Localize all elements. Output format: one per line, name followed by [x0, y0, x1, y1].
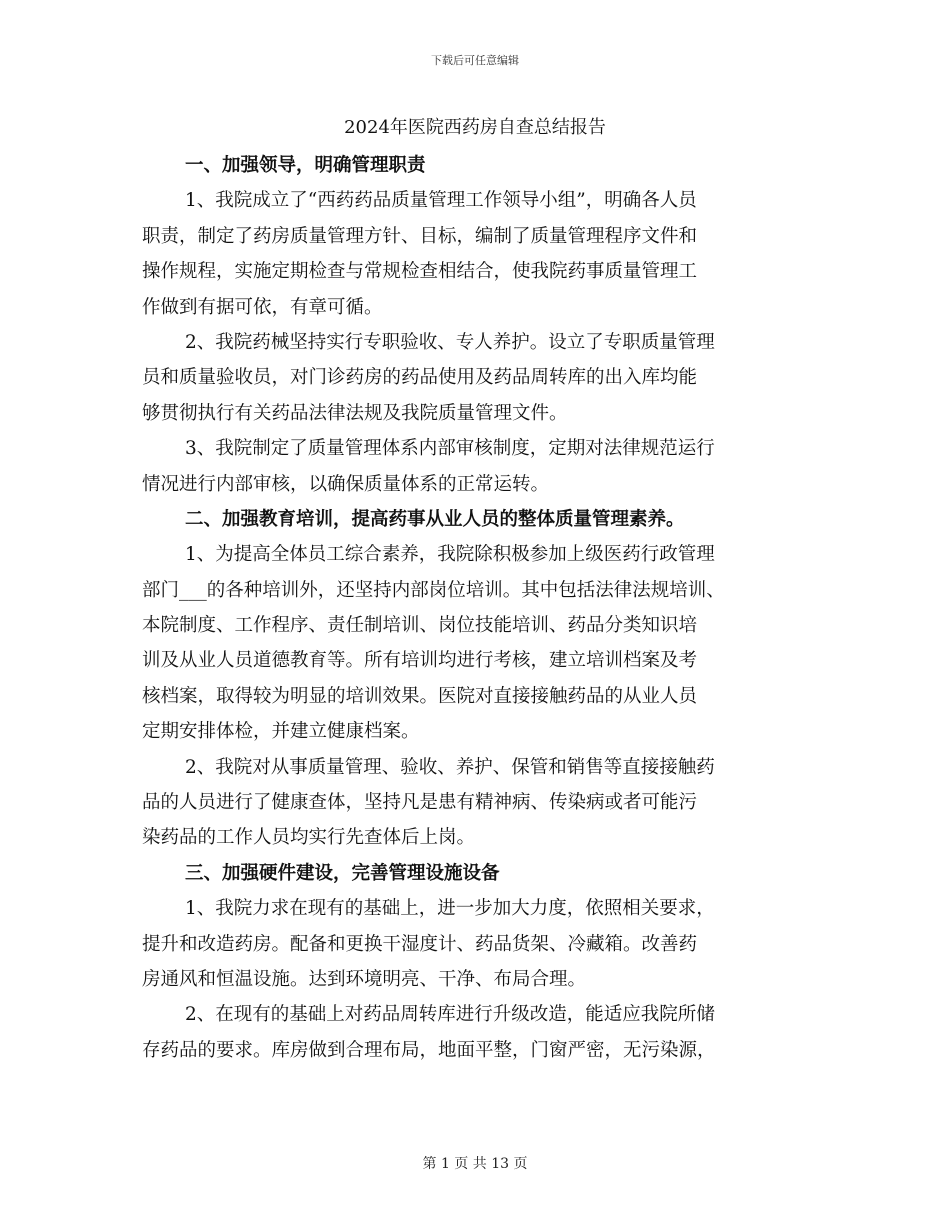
header-note: 下载后可任意编辑 [431, 54, 519, 67]
body-line: 操作规程，实施定期检查与常规检查相结合，使我院药事质量管理工 [142, 261, 698, 283]
section-heading: 三、加强硬件建设，完善管理设施设备 [185, 862, 500, 884]
document-body [142, 148, 814, 1068]
body-line: 训及从业人员道德教育等。所有培训均进行考核，建立培训档案及考 [142, 650, 698, 672]
body-line: 1、我院成立了“西药药品质量管理工作领导小组”，明确各人员 [185, 190, 697, 212]
body-line: 提升和改造药房。配备和更换干湿度计、药品货架、冷藏箱。改善药 [142, 933, 698, 955]
section-heading: 一、加强领导，明确管理职责 [185, 155, 426, 176]
body-line: 2、在现有的基础上对药品周转库进行升级改造，能适应我院所储 [185, 1004, 715, 1026]
body-line: 2、我院对从事质量管理、验收、养护、保管和销售等直接接触药 [185, 756, 715, 778]
section-heading: 二、加强教育培训，提高药事从业人员的整体质量管理素养。 [185, 508, 685, 530]
body-line: 品的人员进行了健康查体，坚持凡是患有精神病、传染病或者可能污 [142, 792, 698, 814]
body-line: 部门___的各种培训外，还坚持内部岗位培训。其中包括法律法规培训、 [142, 579, 725, 601]
page-footer: 第 1 页 共 13 页 [422, 1156, 528, 1172]
body-line: 够贯彻执行有关药品法律法规及我院质量管理文件。 [142, 402, 568, 424]
body-line: 染药品的工作人员均实行先查体后上岗。 [142, 827, 476, 849]
body-line: 情况进行内部审核，以确保质量体系的正常运转。 [142, 473, 550, 495]
body-line: 作做到有据可依，有章可循。 [142, 296, 383, 318]
body-line: 房通风和恒温设施。达到环境明亮、干净、布局合理。 [142, 968, 587, 990]
body-line: 核档案，取得较为明显的培训效果。医院对直接接触药品的从业人员 [142, 685, 698, 707]
body-line: 1、我院力求在现有的基础上，进一步加大力度，依照相关要求， [185, 898, 715, 920]
body-line: 本院制度、工作程序、责任制培训、岗位技能培训、药品分类知识培 [142, 615, 698, 637]
body-line: 2、我院药械坚持实行专职验收、专人养护。设立了专职质量管理 [185, 331, 715, 353]
document-title: 2024年医院西药房自查总结报告 [344, 117, 606, 138]
body-line: 1、为提高全体员工综合素养，我院除积极参加上级医药行政管理 [185, 544, 715, 566]
body-line: 3、我院制定了质量管理体系内部审核制度，定期对法律规范运行 [185, 438, 715, 460]
body-line: 定期安排体检，并建立健康档案。 [142, 721, 420, 743]
body-line: 存药品的要求。库房做到合理布局，地面平整，门窗严密，无污染源， [142, 1039, 716, 1061]
body-line: 员和质量验收员，对门诊药房的药品使用及药品周转库的出入库均能 [142, 367, 698, 389]
body-line: 职责，制定了药房质量管理方针、目标，编制了质量管理程序文件和 [142, 225, 698, 247]
